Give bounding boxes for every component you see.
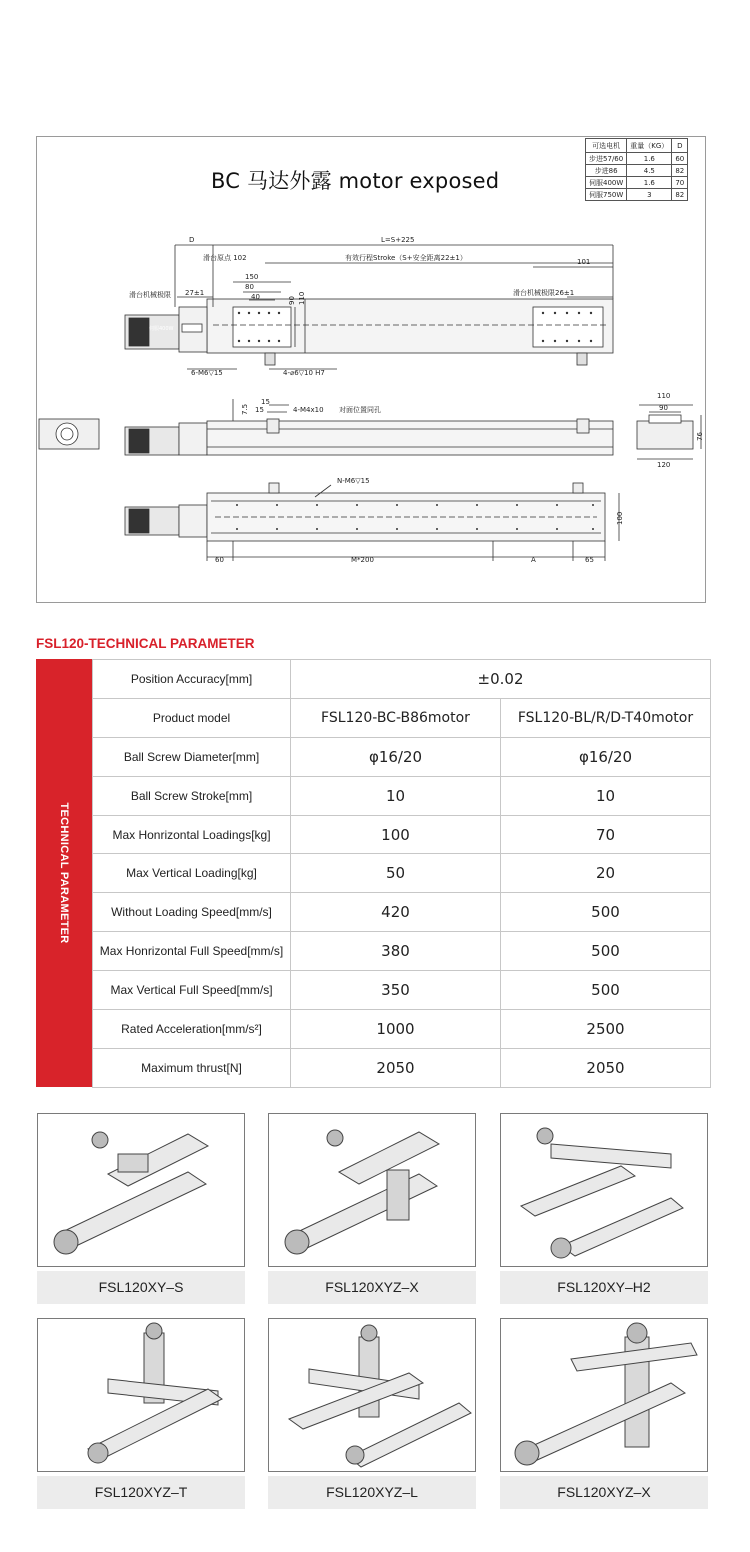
param-value: 380 [291,932,501,971]
dim-slide-point: 滑台原点 102 [203,254,247,262]
engineering-drawing [36,136,706,603]
product-card[interactable] [268,1113,476,1304]
dim-90: 90 [288,296,296,305]
dim-15-top: 15 [261,398,270,406]
product-image [500,1113,708,1267]
motor-table-header: 可选电机 [586,139,627,153]
dim-n-m6: N-M6▽15 [337,477,370,485]
param-value: 20 [501,854,711,893]
table-row [93,971,711,1010]
dim-l: L=S+225 [381,236,415,244]
motor-table-cell: 70 [672,177,688,189]
product-illustration [38,1319,245,1472]
dim-pin-holes: 4-⌀6▽10 H7 [283,369,325,377]
dim-80: 80 [245,283,254,291]
motor-table-cell: 1.6 [627,153,672,165]
side-label-bar [36,659,92,1087]
dim-bottom-60: 60 [215,556,224,564]
motor-table-cell: 1.6 [627,177,672,189]
param-value: 500 [501,932,711,971]
motor-table-cell: 60 [672,153,688,165]
table-row [93,698,711,737]
table-row [93,932,711,971]
dim-side-110: 110 [657,392,671,400]
param-label: Ball Screw Diameter[mm] [93,737,291,776]
motor-table-cell: 3 [627,189,672,201]
product-card[interactable] [268,1318,476,1509]
product-caption: FSL120XY–H2 [500,1271,708,1304]
side-label: TECHNICAL PARAMETER [58,802,70,944]
dim-101: 101 [577,258,591,266]
param-label: Product model [93,698,291,737]
dim-side-90: 90 [659,404,668,412]
motor-weight-table [585,138,688,201]
dim-bottom-65: 65 [585,556,594,564]
param-value: 500 [501,893,711,932]
drawing-lines [37,137,707,604]
motor-table-cell: 步进86 [586,165,627,177]
dim-side-76: 76 [696,432,704,441]
param-label: Rated Acceleration[mm/s²] [93,1010,291,1049]
product-illustration [501,1319,708,1472]
param-value: 420 [291,893,501,932]
dim-150: 150 [245,273,259,281]
motor-table-header: D [672,139,688,153]
product-card[interactable] [500,1318,708,1509]
motor-table-cell: 82 [672,189,688,201]
product-image [37,1318,245,1472]
drawing-title: BC 马达外露 motor exposed [211,169,500,193]
product-image [268,1318,476,1472]
dim-bottom-a: A [531,556,536,564]
product-caption: FSL120XYZ–X [500,1476,708,1509]
param-value: φ16/20 [291,737,501,776]
param-label: Max Vertical Full Speed[mm/s] [93,971,291,1010]
table-row [93,1048,711,1087]
dim-110: 110 [298,291,306,305]
param-value: 2050 [501,1048,711,1087]
param-value: 100 [291,815,501,854]
dim-15-bottom: 15 [255,406,264,414]
param-value: 500 [501,971,711,1010]
motor-table-header: 重量（KG） [627,139,672,153]
product-illustration [269,1319,476,1472]
param-value: 10 [291,776,501,815]
motor-label: 伺服400W [149,326,174,332]
product-image [500,1318,708,1472]
param-value: 350 [291,971,501,1010]
dim-40: 40 [251,293,260,301]
param-value: φ16/20 [501,737,711,776]
param-label: Max Honrizontal Loadings[kg] [93,815,291,854]
table-row [93,660,711,699]
dim-d: D [189,236,195,244]
param-value: ±0.02 [291,660,711,699]
technical-parameter-panel [36,659,711,1087]
table-row [93,737,711,776]
param-label: Ball Screw Stroke[mm] [93,776,291,815]
motor-table-cell: 伺服400W [586,177,627,189]
table-row [93,854,711,893]
dim-bottom-100: 100 [616,511,624,525]
product-caption: FSL120XYZ–X [268,1271,476,1304]
param-value: 10 [501,776,711,815]
param-value: 2500 [501,1010,711,1049]
table-row [93,776,711,815]
param-label: Maximum thrust[N] [93,1048,291,1087]
motor-table-cell: 步进57/60 [586,153,627,165]
dim-limit-left: 滑台机械极限 [129,291,171,299]
dim-m4-note: 对面位置同孔 [339,406,381,414]
product-image [37,1113,245,1267]
product-illustration [501,1114,708,1267]
motor-table-cell: 82 [672,165,688,177]
product-caption: FSL120XYZ–T [37,1476,245,1509]
product-card[interactable] [37,1113,245,1304]
param-label: Max Honrizontal Full Speed[mm/s] [93,932,291,971]
param-value: 50 [291,854,501,893]
section-title: FSL120-TECHNICAL PARAMETER [36,636,255,651]
table-row [93,815,711,854]
parameter-table [92,659,711,1088]
dim-side-120: 120 [657,461,671,469]
product-caption: FSL120XY–S [37,1271,245,1304]
motor-table-cell: 4.5 [627,165,672,177]
dim-limit-left-value: 27±1 [185,289,205,297]
product-card[interactable] [500,1113,708,1304]
param-value: 2050 [291,1048,501,1087]
product-illustration [38,1114,245,1267]
product-image [268,1113,476,1267]
param-label: Without Loading Speed[mm/s] [93,893,291,932]
dim-limit-right: 滑台机械极限26±1 [513,289,575,297]
product-caption: FSL120XYZ–L [268,1476,476,1509]
table-row [93,1010,711,1049]
param-label: Max Vertical Loading[kg] [93,854,291,893]
model-col2: FSL120-BL/R/D-T40motor [501,698,711,737]
param-label: Position Accuracy[mm] [93,660,291,699]
dim-stroke: 有效行程Stroke（S+安全距离22±1） [345,254,467,262]
dim-m6-holes: 6-M6▽15 [191,369,223,377]
motor-table-cell: 伺服750W [586,189,627,201]
dim-7-5: 7.5 [241,403,249,415]
product-illustration [269,1114,476,1267]
product-card[interactable] [37,1318,245,1509]
model-col1: FSL120-BC-B86motor [291,698,501,737]
param-value: 1000 [291,1010,501,1049]
dim-m4: 4-M4x10 [293,406,324,414]
param-value: 70 [501,815,711,854]
dim-bottom-m: M*200 [351,556,374,564]
table-row [93,893,711,932]
